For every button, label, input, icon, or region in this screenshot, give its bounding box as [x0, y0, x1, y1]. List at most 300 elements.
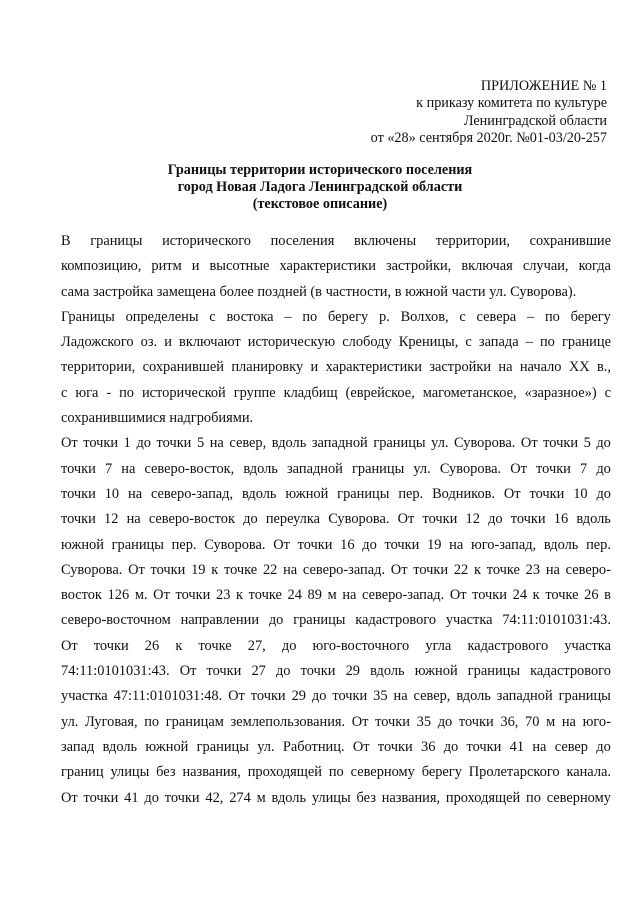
- word: оз.: [140, 334, 158, 351]
- word: юго-восточного: [312, 637, 410, 654]
- body-line: [61, 280, 611, 305]
- word: точки: [422, 511, 458, 528]
- word: улицы: [311, 789, 351, 806]
- body-line: [61, 735, 611, 760]
- word: 89: [307, 587, 322, 604]
- word: 7: [104, 460, 113, 477]
- word: историческую: [247, 334, 336, 351]
- word: юго-: [582, 713, 611, 730]
- body-line: [61, 634, 611, 659]
- word: 16: [340, 536, 355, 553]
- word: Границы: [61, 308, 115, 325]
- word: В: [61, 233, 71, 249]
- word: Суворова.: [204, 536, 266, 553]
- word: северо-восток: [148, 511, 235, 528]
- word: до: [144, 789, 159, 806]
- word: От: [510, 460, 527, 477]
- document-title: [0, 162, 640, 213]
- word: композицию,: [61, 258, 142, 275]
- word: сама: [61, 283, 90, 300]
- word: берегу: [421, 764, 462, 781]
- word: к: [473, 561, 481, 578]
- word: (еврейское,: [345, 384, 415, 401]
- word: границы: [351, 460, 405, 477]
- word: северо-восток,: [144, 460, 235, 477]
- word: 70: [525, 713, 540, 730]
- body-line: [61, 482, 611, 507]
- word: пер.: [586, 536, 611, 553]
- body-line: [61, 659, 611, 684]
- word: характеристики: [279, 258, 376, 275]
- word: Суворова.: [61, 561, 123, 578]
- word: южной: [285, 485, 329, 502]
- word: до: [443, 738, 459, 755]
- word: 41: [124, 789, 139, 806]
- word: юго-запад,: [470, 536, 537, 553]
- word: без: [356, 789, 376, 806]
- word: вдоль: [241, 485, 277, 502]
- appendix-number: ПРИЛОЖЕНИЕ № 1: [480, 78, 607, 94]
- word: востока: [226, 308, 274, 325]
- word: исторической: [141, 384, 226, 401]
- word: От: [153, 587, 170, 604]
- word: северо-запад.: [302, 561, 386, 578]
- word: (в: [310, 283, 322, 300]
- body-line: [61, 558, 611, 583]
- word: От: [352, 738, 370, 755]
- word: по: [526, 789, 541, 806]
- word: улицы: [110, 764, 150, 781]
- word: р.: [378, 308, 390, 325]
- word: начало: [519, 359, 562, 376]
- title-line: (текстовое описание): [252, 196, 388, 212]
- word: территории,: [61, 359, 136, 376]
- word: поселения: [270, 233, 335, 249]
- word: 19: [191, 561, 206, 578]
- word: без: [156, 764, 176, 781]
- word: ул.: [257, 738, 275, 755]
- word: точки: [510, 511, 546, 528]
- body-paragraph: [61, 431, 611, 810]
- word: сохранившие: [529, 233, 611, 249]
- word: м.: [134, 587, 148, 604]
- word: к: [236, 587, 244, 604]
- word: 74:11:0101031:43.: [61, 663, 170, 680]
- appendix-order-ref: к приказу комитета по культуре: [416, 95, 607, 112]
- word: западной: [311, 435, 368, 452]
- word: точки: [61, 511, 96, 528]
- word: 126: [107, 587, 130, 604]
- word: кадастрового: [467, 637, 549, 654]
- body-paragraph: [61, 229, 611, 305]
- word: 23: [525, 561, 541, 578]
- word: западной: [496, 688, 553, 705]
- word: точки: [83, 435, 119, 452]
- word: 35: [373, 688, 388, 705]
- word: От: [128, 561, 145, 578]
- word: границ: [61, 764, 104, 781]
- word: до: [488, 511, 503, 528]
- word: до: [596, 460, 611, 477]
- word: застройки: [429, 359, 492, 376]
- word: на: [532, 738, 547, 755]
- word: характеристики: [325, 359, 422, 376]
- word: 36: [421, 738, 436, 755]
- word: застройки,: [385, 258, 452, 275]
- body-line: [61, 760, 611, 785]
- word: точки: [83, 789, 119, 806]
- word: запад: [61, 738, 95, 755]
- word: 24: [287, 587, 302, 604]
- body-line: [61, 254, 611, 279]
- word: границы: [196, 738, 249, 755]
- word: замещена: [156, 283, 216, 300]
- word: по: [302, 308, 318, 325]
- word: точки: [413, 561, 449, 578]
- word: южной: [405, 283, 449, 300]
- word: до: [136, 435, 151, 452]
- word: исторического: [162, 233, 251, 249]
- word: От: [503, 485, 521, 502]
- word: на: [545, 561, 560, 578]
- word: ул.: [61, 713, 79, 730]
- word: восток: [61, 587, 102, 604]
- word: на: [342, 587, 357, 604]
- word: точке: [224, 561, 258, 578]
- word: 27,: [247, 637, 266, 654]
- body-line: [61, 684, 611, 709]
- word: с: [604, 384, 611, 401]
- word: 74:11:0101031:43.: [502, 612, 611, 629]
- word: определены: [125, 308, 199, 325]
- word: 19: [427, 536, 442, 553]
- word: Луговая,: [85, 713, 138, 730]
- word: вдоль: [456, 688, 491, 705]
- word: точки: [472, 587, 507, 604]
- body-line: [61, 583, 611, 608]
- word: южной: [414, 663, 458, 680]
- word: на: [283, 561, 298, 578]
- appendix-region: Ленинградской области: [463, 112, 607, 129]
- word: От: [449, 587, 467, 604]
- word: От: [520, 435, 538, 452]
- word: ул.: [413, 460, 431, 477]
- word: западной: [286, 460, 343, 477]
- word: 29: [291, 688, 306, 705]
- body-line: [61, 355, 611, 380]
- word: вдоль: [576, 511, 611, 528]
- word: с: [209, 308, 216, 325]
- word: планировку: [231, 359, 304, 376]
- word: От: [61, 637, 78, 654]
- word: по: [539, 334, 555, 351]
- word: точки: [458, 713, 494, 730]
- word: 27: [251, 663, 266, 680]
- word: с: [61, 384, 68, 401]
- word: 12: [465, 511, 480, 528]
- word: север,: [229, 435, 267, 452]
- word: включают: [179, 334, 241, 351]
- word: кадастрового: [355, 612, 437, 629]
- word: 36,: [500, 713, 519, 730]
- word: точки: [175, 587, 211, 604]
- word: северо-восточном: [61, 612, 171, 629]
- word: к: [175, 637, 183, 654]
- body-line: [61, 381, 611, 406]
- word: по: [328, 764, 344, 781]
- word: и: [164, 334, 172, 351]
- word: точки: [250, 688, 286, 705]
- word: точки: [332, 688, 368, 705]
- body-line: [61, 457, 611, 482]
- word: до: [281, 637, 297, 654]
- word: в: [604, 587, 611, 604]
- word: к: [211, 561, 219, 578]
- word: канала.: [566, 764, 611, 781]
- word: точки: [164, 789, 200, 806]
- word: точке: [248, 587, 282, 604]
- word: и: [191, 258, 200, 275]
- word: в: [394, 283, 402, 300]
- appendix-header: [371, 78, 607, 148]
- word: до: [275, 663, 291, 680]
- word: угла: [425, 637, 452, 654]
- word: надгробиями.: [169, 410, 254, 427]
- word: м: [327, 587, 337, 604]
- word: до: [268, 612, 284, 629]
- word: Волхов,: [400, 308, 449, 325]
- word: 24: [512, 587, 528, 604]
- word: 47:11:0101031:48.: [113, 688, 223, 705]
- word: вдоль: [243, 460, 278, 477]
- word: северному: [546, 789, 611, 806]
- word: точке: [198, 637, 232, 654]
- word: южной: [61, 536, 104, 553]
- word: точки: [61, 485, 96, 502]
- document-body: [61, 229, 611, 811]
- word: на: [561, 713, 576, 730]
- word: точки: [61, 460, 96, 477]
- word: От: [179, 663, 197, 680]
- word: переулка: [265, 511, 321, 528]
- word: на: [393, 688, 408, 705]
- word: поздней: [257, 283, 307, 300]
- word: Суворова).: [510, 283, 577, 300]
- word: к: [532, 587, 540, 604]
- word: кадастрового: [530, 663, 611, 680]
- word: м: [546, 713, 556, 730]
- word: XX: [568, 359, 590, 376]
- word: направлении: [180, 612, 260, 629]
- word: -: [106, 384, 112, 401]
- word: в.,: [596, 359, 611, 376]
- word: берегу: [328, 308, 369, 325]
- title-line: город Новая Ладога Ленинградской области: [177, 179, 463, 195]
- word: 41: [509, 738, 525, 755]
- word: Суворова.: [328, 511, 390, 528]
- word: точки: [156, 435, 192, 452]
- word: до: [243, 511, 258, 528]
- word: на: [449, 536, 464, 553]
- word: на: [126, 511, 141, 528]
- word: на: [498, 359, 513, 376]
- word: точки: [297, 536, 333, 553]
- body-line: [61, 406, 611, 431]
- word: включены: [353, 233, 417, 249]
- word: по: [544, 308, 560, 325]
- word: вдоль: [102, 738, 138, 755]
- body-line: [61, 431, 611, 456]
- word: до: [596, 738, 611, 755]
- word: точки: [377, 738, 413, 755]
- word: От: [397, 511, 415, 528]
- word: высотные: [209, 258, 270, 275]
- word: названия,: [182, 764, 241, 781]
- word: 10: [104, 485, 120, 502]
- word: сохранившей: [142, 359, 224, 376]
- body-line: [61, 533, 611, 558]
- word: границы: [111, 536, 164, 553]
- word: магометанское,: [422, 384, 517, 401]
- body-line: [61, 786, 611, 811]
- body-line: [61, 229, 611, 254]
- word: 16: [553, 511, 569, 528]
- title-line: Границы территории исторического поселения: [167, 162, 473, 178]
- word: границе: [561, 334, 611, 351]
- word: запада: [478, 334, 519, 351]
- word: 1: [123, 435, 131, 452]
- word: частности,: [325, 283, 392, 300]
- word: 5: [196, 435, 205, 452]
- word: когда: [578, 258, 611, 275]
- word: южной: [145, 738, 189, 755]
- word: севера: [476, 308, 517, 325]
- word: 23: [216, 587, 231, 604]
- word: От: [351, 713, 369, 730]
- word: границы: [337, 485, 390, 502]
- word: включая: [461, 258, 513, 275]
- word: точки: [384, 536, 420, 553]
- word: Пролетарского: [468, 764, 560, 781]
- word: точки: [375, 713, 410, 730]
- word: до: [311, 688, 327, 705]
- word: точки: [536, 460, 571, 477]
- word: точки: [300, 663, 336, 680]
- word: Водников.: [432, 485, 496, 502]
- word: по: [144, 713, 160, 730]
- word: юга: [75, 384, 99, 401]
- body-paragraph: [61, 305, 611, 431]
- word: –: [526, 308, 535, 325]
- word: 7: [580, 460, 588, 477]
- word: точки: [150, 561, 186, 578]
- word: с: [459, 308, 466, 325]
- word: проходящей: [445, 789, 521, 806]
- appendix-date-number: от «28» сентября 2020г. №01-03/20-257: [370, 130, 607, 147]
- word: слободу: [342, 334, 392, 351]
- word: кладбищ: [283, 384, 338, 401]
- word: точке: [486, 561, 520, 578]
- word: «заразное»): [524, 384, 597, 401]
- word: участка: [564, 637, 611, 654]
- word: части: [451, 283, 486, 300]
- word: границы: [90, 233, 143, 249]
- word: север: [554, 738, 588, 755]
- word: проходящей: [247, 764, 322, 781]
- body-line: [61, 305, 611, 330]
- word: 12: [104, 511, 119, 528]
- word: северному: [350, 764, 415, 781]
- word: 42,: [205, 789, 224, 806]
- word: границам: [165, 713, 224, 730]
- word: 22: [262, 561, 278, 578]
- body-line: [61, 710, 611, 735]
- word: берегу: [570, 308, 611, 325]
- word: От: [61, 789, 78, 806]
- word: до: [437, 713, 453, 730]
- word: участка: [61, 688, 108, 705]
- word: 26: [144, 637, 160, 654]
- word: –: [525, 334, 533, 351]
- word: север,: [413, 688, 451, 705]
- word: до: [596, 435, 611, 452]
- word: вдоль: [271, 789, 307, 806]
- word: пер.: [171, 536, 197, 553]
- word: Суворова.: [439, 460, 502, 477]
- word: Суворова.: [454, 435, 516, 452]
- word: От: [273, 536, 290, 553]
- word: северо-запад.: [362, 587, 445, 604]
- word: на: [128, 485, 143, 502]
- word: на: [209, 435, 224, 452]
- word: на: [121, 460, 136, 477]
- word: границы: [373, 435, 426, 452]
- word: вдоль: [370, 663, 405, 680]
- word: Работниц.: [282, 738, 345, 755]
- word: ул.: [431, 435, 449, 452]
- word: с: [465, 334, 472, 351]
- word: землепользования.: [230, 713, 346, 730]
- body-line: [61, 330, 611, 355]
- word: участка: [445, 612, 493, 629]
- word: 22: [453, 561, 469, 578]
- word: северо-запад,: [150, 485, 234, 502]
- word: 274: [229, 789, 251, 806]
- word: названия,: [381, 789, 441, 806]
- word: точки: [206, 663, 242, 680]
- word: пер.: [398, 485, 424, 502]
- word: 35: [416, 713, 432, 730]
- word: до: [362, 536, 377, 553]
- word: и: [310, 359, 319, 376]
- word: территории,: [435, 233, 511, 249]
- word: От: [61, 435, 78, 452]
- word: Ладожского: [61, 334, 134, 351]
- word: –: [284, 308, 292, 325]
- word: границы: [558, 688, 611, 705]
- word: вдоль: [543, 536, 579, 553]
- word: ул.: [489, 283, 507, 300]
- word: От: [390, 561, 408, 578]
- word: сохранившимися: [61, 410, 166, 427]
- word: более: [219, 283, 254, 300]
- word: до: [596, 485, 611, 502]
- word: точки: [466, 738, 502, 755]
- word: точки: [529, 485, 565, 502]
- word: вдоль: [271, 435, 307, 452]
- word: северо-: [565, 561, 611, 578]
- word: по: [119, 384, 134, 401]
